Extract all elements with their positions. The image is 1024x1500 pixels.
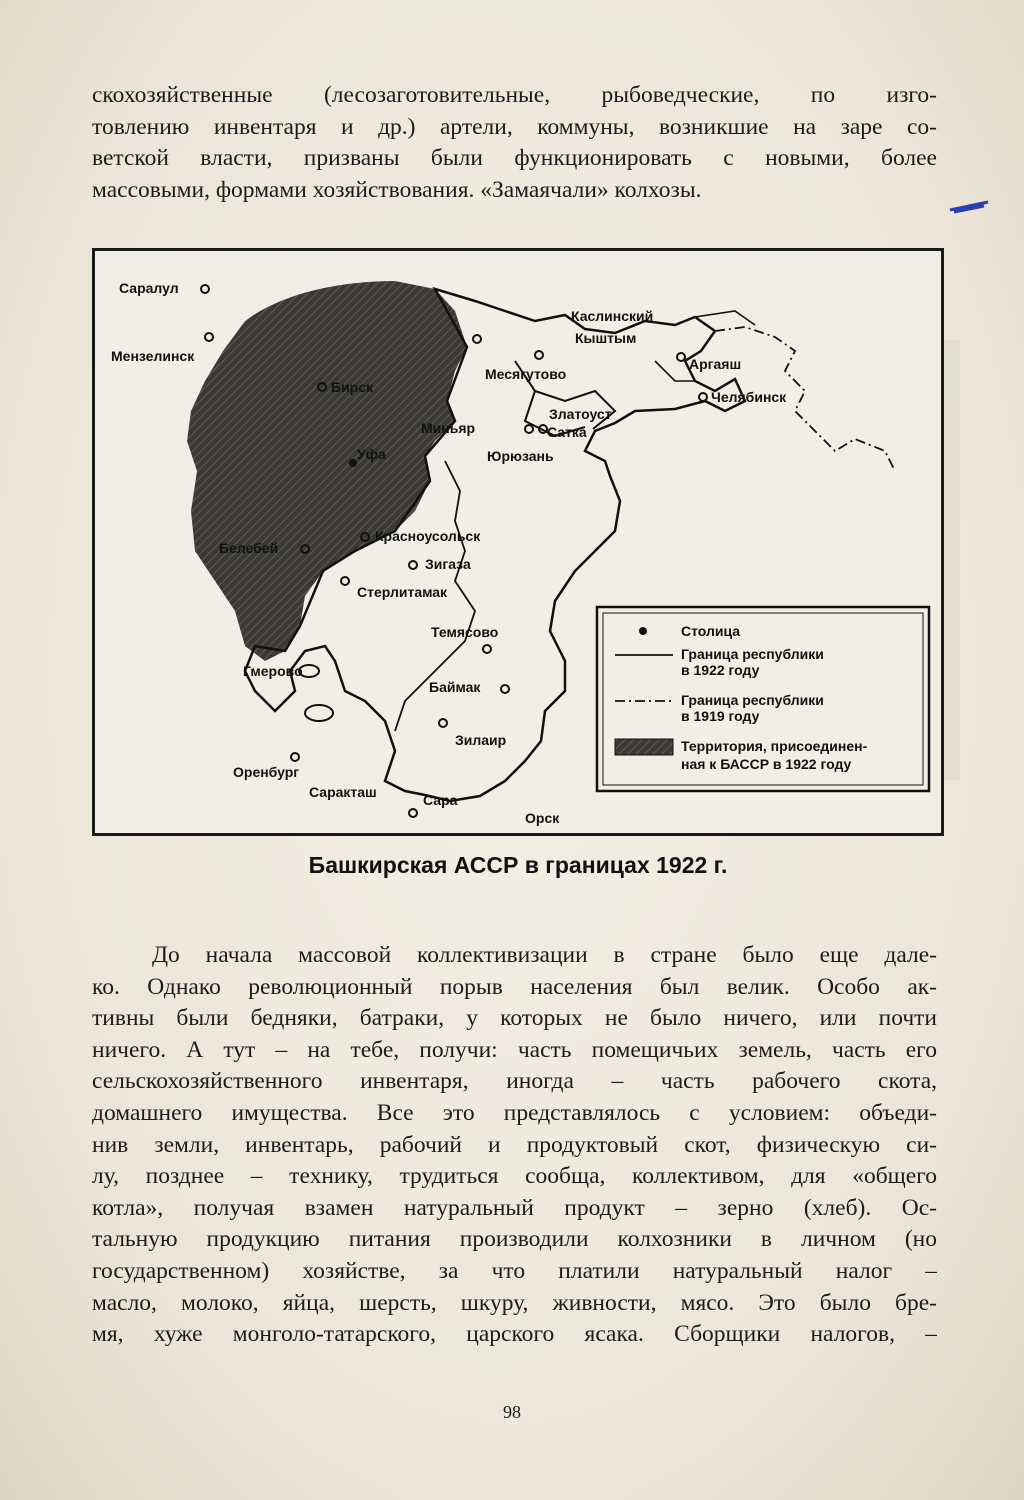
town-label: Кыштым xyxy=(575,330,637,346)
legend-annexed-year: ная к БАССР в 1922 году xyxy=(681,756,852,772)
text-line: мя, хуже монголо-татарского, царского ясака. Сборщики налогов, – xyxy=(92,1321,937,1348)
town-label: Юрюзань xyxy=(487,448,554,464)
text-line: тивны были бедняки, батраки, у которых не было ничего, или почти xyxy=(92,1005,937,1032)
town-label: Зилаир xyxy=(455,732,507,748)
bottom-paragraph xyxy=(92,940,937,1351)
town-label: Миньяр xyxy=(421,420,476,436)
legend-border-1919: Граница республики xyxy=(681,692,824,708)
town-label: Златоуст xyxy=(549,406,612,422)
town-label: Орск xyxy=(525,810,560,826)
text-line: сельскохозяйственного инвентаря, иногда – часть рабочего скота, xyxy=(92,1068,937,1095)
town-label: Сара xyxy=(423,792,458,808)
text-line: скохозяйственные (лесозаготовительные, рыбоведческие, по изго- xyxy=(92,82,937,108)
town-label: Белебей xyxy=(219,540,279,556)
legend-capital: Столица xyxy=(681,623,741,639)
map-figure xyxy=(92,248,944,836)
text-line: котла», получая взамен натуральный продукт – зерно (хлеб). Ос- xyxy=(92,1194,937,1221)
text-line: тальную продукцию питания производили колхозники в личном (но xyxy=(92,1226,937,1253)
page-number: 98 xyxy=(503,1402,521,1422)
text-line: лу, позднее – технику, трудиться сообща, коллективом, для «общего xyxy=(92,1163,937,1190)
lake-shape xyxy=(305,705,333,721)
legend-border-1919-year: в 1919 году xyxy=(681,708,760,724)
town-label: Каслинский xyxy=(571,308,654,324)
town-label: Темясово xyxy=(431,624,499,640)
text-line: масло, молоко, яйца, шерсть, шкуру, живности, мясо. Это было бре- xyxy=(92,1289,937,1316)
town-label: Месягутово xyxy=(485,366,567,382)
town-label: Саракташ xyxy=(309,784,377,800)
top-paragraph xyxy=(92,80,937,206)
text-line: товлению инвентаря и др.) артели, коммуны, возникшие на заре со- xyxy=(92,113,937,140)
town-label: Зигаза xyxy=(425,556,471,572)
town-label: Баймак xyxy=(429,679,481,695)
text-line: ветской власти, призваны были функционировать с новыми, более xyxy=(92,145,937,172)
town-label: Сатка xyxy=(547,424,587,440)
text-line: До начала массовой коллективизации в стране было еще дале- xyxy=(152,942,937,968)
text-line: массовыми, формами хозяйствования. «Замаячали» колхозы. xyxy=(92,176,702,203)
town-label: Гмерово xyxy=(243,663,303,679)
legend-annexed: Территория, присоединен- xyxy=(681,738,868,754)
legend-border-1922: Граница республики xyxy=(681,646,824,662)
annexed-territory xyxy=(187,281,467,661)
text-line: государственном) хозяйстве, за что платили натуральный налог – xyxy=(92,1257,937,1284)
town-label: Стерлитамак xyxy=(357,584,448,600)
text-line: нив земли, инвентарь, рабочий и продуктовый скот, физическую си- xyxy=(92,1131,937,1158)
town-label: Оренбург xyxy=(233,764,300,780)
town-label: Бирск xyxy=(331,379,374,395)
town-label: Челябинск xyxy=(711,389,787,405)
town-label: Уфа xyxy=(357,446,386,462)
legend-border-1922-year: в 1922 году xyxy=(681,662,760,678)
text-line: ко. Однако революционный порыв населения был велик. Особо ак- xyxy=(92,973,937,1000)
town-label: Саралул xyxy=(119,280,179,296)
text-line: домашнего имущества. Все это представлялось с условием: объеди- xyxy=(92,1099,937,1126)
town-label: Красноусольск xyxy=(375,528,481,544)
map-legend xyxy=(597,607,929,791)
text-line: ничего. А тут – на тебе, получи: часть помещичьих земель, часть его xyxy=(92,1036,937,1063)
pen-mark-icon xyxy=(948,196,992,216)
town-label: Мензелинск xyxy=(111,348,195,364)
town-label: Аргаяш xyxy=(689,356,742,372)
figure-caption: Башкирская АССР в границах 1922 г. xyxy=(308,852,728,878)
bashkir-map xyxy=(95,251,941,833)
